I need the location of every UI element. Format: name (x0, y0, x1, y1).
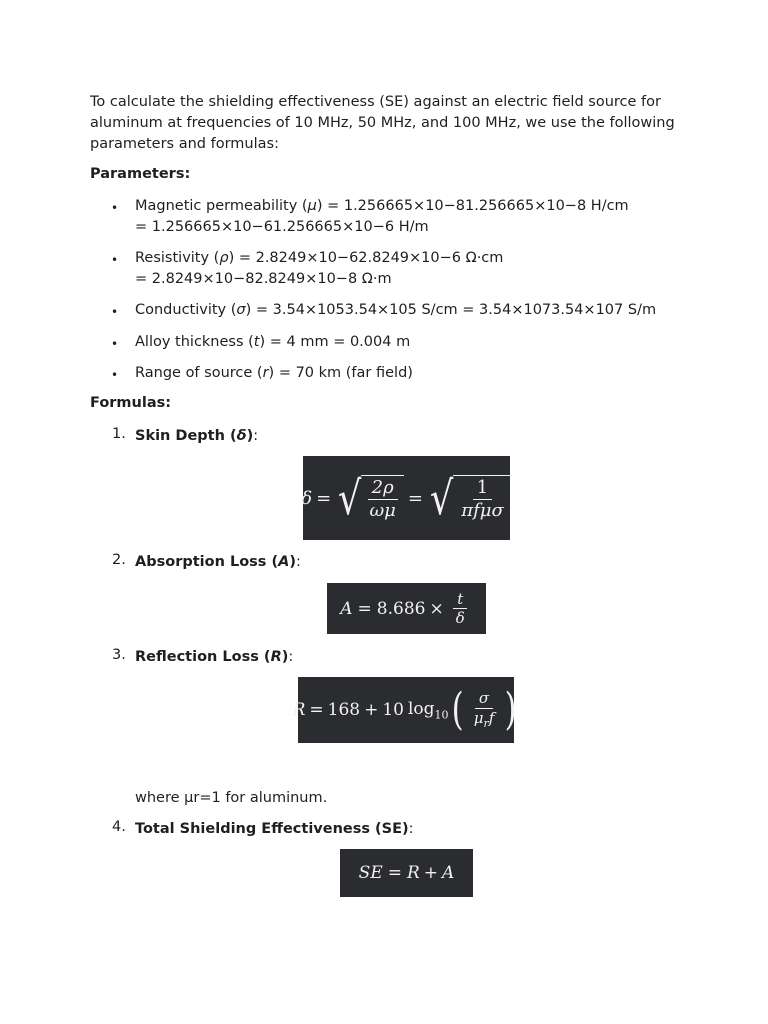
label-text: Total Shielding Effectiveness (SE) (135, 821, 409, 837)
param-permeability (135, 196, 629, 238)
math-operator: = (316, 487, 332, 509)
math-symbol: R (406, 863, 420, 883)
bullet-icon: • (111, 337, 119, 351)
bullet-icon: • (111, 201, 119, 215)
radical-icon: √ (429, 471, 454, 525)
math-operator: = (387, 863, 402, 883)
math-fraction: $\frac{\sigma}{\mu_rf}$ (473, 689, 495, 730)
param-text-line2: = 1.256665×10−61.256665×10−6 H/m (135, 219, 429, 235)
formula-total-image (340, 849, 473, 897)
param-text: Alloy thickness ( (135, 334, 254, 350)
radical-icon: √ (338, 471, 362, 525)
sqrt-sign (427, 471, 512, 525)
label-text: Reflection Loss (R) (135, 649, 289, 665)
formula-absorption-label (135, 552, 301, 573)
param-resistivity (135, 248, 503, 290)
list-number: 3. (112, 647, 126, 663)
list-number: 2. (112, 552, 126, 568)
formula-absorption-image (327, 583, 486, 634)
param-thickness (135, 332, 410, 353)
math-fraction: $\frac{t}{\delta}$ (452, 591, 469, 627)
formula-reflection-label (135, 647, 293, 668)
label-colon: : (408, 821, 414, 837)
math-symbol: A (442, 863, 455, 883)
math-fraction: $\frac{1}{\text{πfμσ}}$ (461, 477, 504, 521)
param-text: ) = 2.8249×10−62.8249×10−6 Ω·cm (228, 250, 504, 266)
parameters-heading: Parameters: (90, 166, 191, 182)
formula-total-label (135, 819, 414, 840)
param-range (135, 363, 413, 384)
math-constant: 10 (382, 700, 404, 720)
where-note: where μr=1 for aluminum. (135, 790, 328, 806)
math-symbol: A (340, 598, 353, 619)
bullet-icon: • (111, 368, 119, 382)
math-symbol: δ (301, 487, 313, 509)
math-operator: × (429, 598, 444, 619)
param-text: Resistivity ( (135, 250, 220, 266)
param-text: Range of source ( (135, 365, 263, 381)
paren-right: ) (504, 684, 517, 735)
label-text: Absorption Loss (A) (135, 554, 296, 570)
math-operator: + (364, 700, 379, 720)
label-colon: : (288, 649, 294, 665)
label-text: Skin Depth (δ) (135, 428, 254, 444)
param-text: ) = 1.256665×10−81.256665×10−8 H/cm (316, 198, 629, 214)
param-text: Magnetic permeability ( (135, 198, 308, 214)
list-number: 1. (112, 426, 126, 442)
paren-left: ( (451, 684, 464, 735)
bullet-icon: • (111, 253, 119, 267)
formulas-heading: Formulas: (90, 395, 172, 411)
math-log: $\log_{10}$ (407, 698, 449, 722)
list-number: 4. (112, 819, 126, 835)
formula-reflection-image (292, 677, 517, 743)
math-symbol: R (292, 700, 306, 720)
math-constant: 8.686 (376, 598, 426, 619)
param-symbol: μ (307, 198, 317, 214)
param-text-line2: = 2.8249×10−82.8249×10−8 Ω·m (135, 271, 392, 287)
math-constant: 168 (327, 700, 361, 720)
sqrt-sign (335, 471, 404, 525)
param-symbol: r (262, 365, 269, 381)
math-operator: = (407, 487, 423, 509)
formula-skin-label (135, 426, 258, 447)
intro-paragraph: To calculate the shielding effectiveness (SE) against an electric field source for aluminum at frequencies of 10 MHz, 50 MHz, and 100 MHz, we use the following parameters and formulas: (90, 94, 675, 152)
param-conductivity (135, 300, 656, 321)
math-operator: + (423, 863, 439, 883)
param-text: ) = 70 km (far field) (268, 365, 413, 381)
label-colon: : (295, 554, 301, 570)
math-operator: = (357, 598, 372, 619)
param-text: Conductivity ( (135, 302, 237, 318)
param-symbol: t (253, 334, 260, 350)
math-symbol: SE (358, 863, 383, 883)
param-symbol: σ (236, 302, 246, 318)
bullet-icon: • (111, 305, 119, 319)
param-text: ) = 3.54×1053.54×105 S/cm = 3.54×1073.54×107 S/m (245, 302, 657, 318)
math-operator: = (309, 700, 324, 720)
formula-skin-depth-image (303, 456, 510, 540)
param-text: ) = 4 mm = 0.004 m (259, 334, 411, 350)
param-symbol: ρ (219, 250, 229, 266)
math-fraction: $\frac{2\rho}{\omega\mu}$ (369, 477, 396, 521)
label-colon: : (253, 428, 259, 444)
